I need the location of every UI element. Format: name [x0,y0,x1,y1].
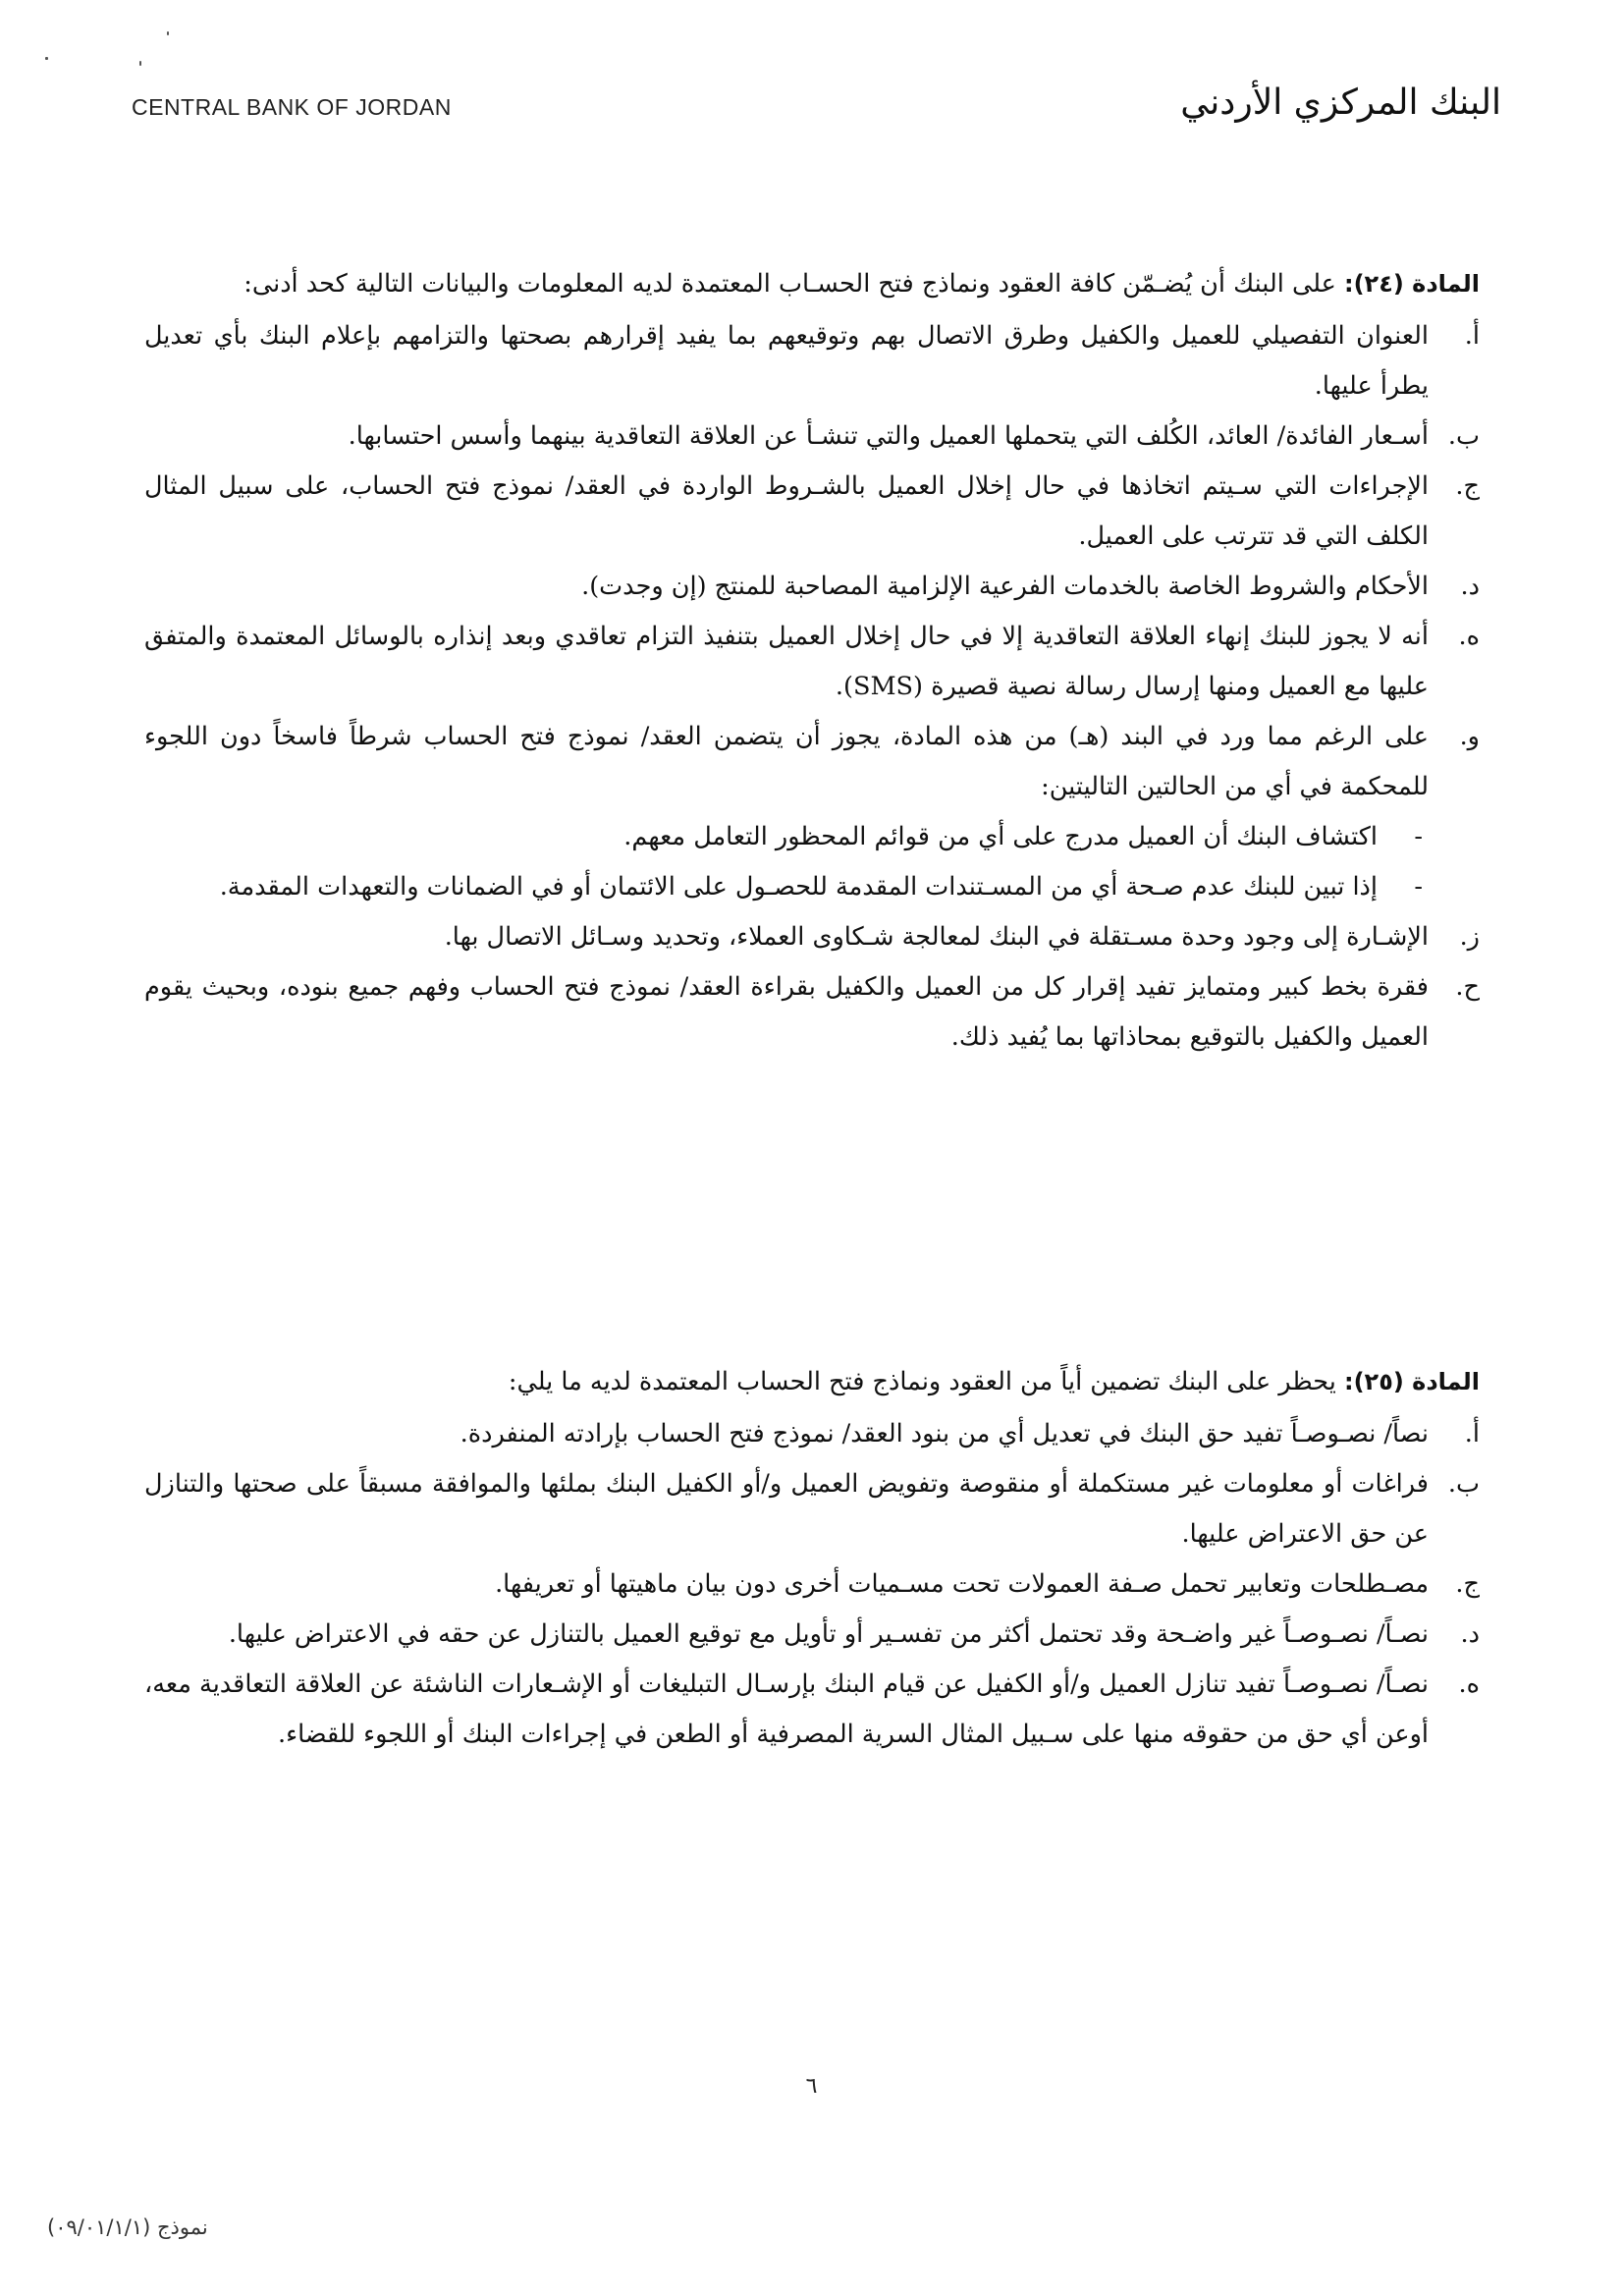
article-25-label: المادة (٢٥): [1343,1368,1480,1395]
article-24-intro [144,259,1480,309]
list-item [144,1559,1480,1610]
list-item [144,912,1480,962]
scan-speck [167,31,169,35]
item-marker: ه. [1458,622,1480,651]
list-item [144,1459,1480,1559]
article-25 [144,1357,1480,1760]
form-code: نموذج (٠٩/٠١/١/١) [47,2215,208,2239]
sub-item-text: اكتشاف البنك أن العميل مدرج على أي من قوائم المحظور التعامل معهم. [623,822,1378,851]
sub-item-text: إذا تبين للبنك عدم صـحة أي من المسـتندات المقدمة للحصـول على الائتمان أو في الضمانات والتعهدات المقدمة. [219,872,1378,902]
item-text: أنه لا يجوز للبنك إنهاء العلاقة التعاقدية إلا في حال إخلال العميل بتنفيذ التزام تعاقدي وبعد إنذاره بالوسائل المعتمدة والمتفق عليها مع العميل ومنها إرسال رسالة نصية قصيرة (SMS). [144,622,1429,701]
list-item [144,962,1480,1063]
item-text: نصـاً/ نصـوصـاً غير واضـحة وقد تحتمل أكثر من تفسـير أو تأويل مع توقيع العميل بالتنازل عن حقه في الاعتراض عليها. [228,1619,1429,1649]
item-marker: د. [1460,1619,1480,1649]
article-24-intro-text: على البنك أن يُضـمّن كافة العقود ونماذج فتح الحسـاب المعتمدة لديه المعلومات والبيانات التالية كحد أدنى: [243,269,1336,299]
item-marker: أ. [1464,321,1480,351]
item-marker: د. [1460,572,1480,601]
item-text: مصـطلحات وتعابير تحمل صـفة العمولات تحت مسـميات أخرى دون بيان ماهيتها أو تعريفها. [495,1569,1429,1599]
item-marker: ه. [1458,1669,1480,1699]
sub-item-marker: - [1414,872,1423,902]
sub-item-marker: - [1414,822,1423,851]
sub-list-item [144,862,1429,912]
item-text: الإجراءات التي سـيتم اتخاذها في حال إخلال العميل بالشـروط الواردة في العقد/ نموذج فتح الحساب، على سبيل المثال الكلف التي قد تترتب على العميل. [144,471,1429,551]
article-24 [144,259,1480,1063]
item-text: فراغات أو معلومات غير مستكملة أو منقوصة وتفويض العميل و/أو الكفيل البنك بملئها والموافقة مسبقاً على صحتها والتنازل عن حق الاعتراض عليها. [144,1469,1429,1549]
header-arabic-name: البنك المركزي الأردني [1180,82,1501,123]
article-25-intro-text: يحظر على البنك تضمين أياً من العقود ونماذج فتح الحساب المعتمدة لديه ما يلي: [508,1367,1336,1396]
item-marker: و. [1459,722,1480,751]
item-text: أسـعار الفائدة/ العائد، الكُلف التي يتحملها العميل والتي تنشـأ عن العلاقة التعاقدية بينهما وأسس احتسابها. [348,421,1429,451]
item-marker: ح. [1455,972,1480,1002]
scan-speck [139,61,141,66]
list-item [144,411,1480,462]
item-text: العنوان التفصيلي للعميل والكفيل وطرق الاتصال بهم وتوقيعهم بما يفيد إقرارهم بصحتها والتزامهم بإعلام البنك بأي تعديل يطرأ عليها. [144,321,1429,401]
list-item [144,311,1480,411]
article-25-intro [144,1357,1480,1407]
article-24-items [144,311,1480,1063]
item-text: نصاً/ نصـوصـاً تفيد حق البنك في تعديل أي من بنود العقد/ نموذج فتح الحساب بإرادته المنفردة. [460,1419,1429,1449]
list-item [144,562,1480,612]
item-text: فقرة بخط كبير ومتمايز تفيد إقرار كل من العميل والكفيل بقراءة العقد/ نموذج فتح الحساب وفهم جميع بنوده، وبحيث يقوم العميل والكفيل بالتوقيع بمحاذاتها بما يُفيد ذلك. [144,972,1429,1052]
item-marker: ب. [1447,1469,1480,1499]
item-text: نصـاً/ نصـوصـاً تفيد تنازل العميل و/أو الكفيل عن قيام البنك بإرسـال التبليغات أو الإشـعارات الناشئة عن العلاقة التعاقدية معه، أوعن أي حق من حقوقه منها على سـبيل المثال السرية المصرفية أو الطعن في إجراءات البنك أو اللجوء للقضاء. [144,1669,1429,1749]
item-marker: ج. [1455,1569,1480,1599]
sub-list-item [144,812,1429,862]
item-text: على الرغم مما ورد في البند (هـ) من هذه المادة، يجوز أن يتضمن العقد/ نموذج فتح الحساب شرطاً فاسخاً دون اللجوء للمحكمة في أي من الحالتين التاليتين: [144,722,1429,801]
article-24-sub-items [144,812,1429,912]
item-marker: أ. [1464,1419,1480,1449]
list-item [144,1660,1480,1760]
list-item [144,712,1480,912]
page-number: ٦ [805,2074,818,2099]
header-english-name: CENTRAL BANK OF JORDAN [132,94,452,120]
list-item [144,462,1480,562]
article-24-label: المادة (٢٤): [1343,270,1480,298]
list-item [144,1409,1480,1459]
item-text: الأحكام والشروط الخاصة بالخدمات الفرعية الإلزامية المصاحبة للمنتج (إن وجدت). [581,572,1429,601]
list-item [144,1610,1480,1660]
scan-speck [45,57,48,60]
article-25-items [144,1409,1480,1760]
item-marker: ز. [1459,922,1480,952]
list-item [144,612,1480,712]
item-text: الإشـارة إلى وجود وحدة مسـتقلة في البنك لمعالجة شـكاوى العملاء، وتحديد وسـائل الاتصال بها. [444,922,1429,952]
item-marker: ب. [1447,421,1480,451]
item-marker: ج. [1455,471,1480,501]
